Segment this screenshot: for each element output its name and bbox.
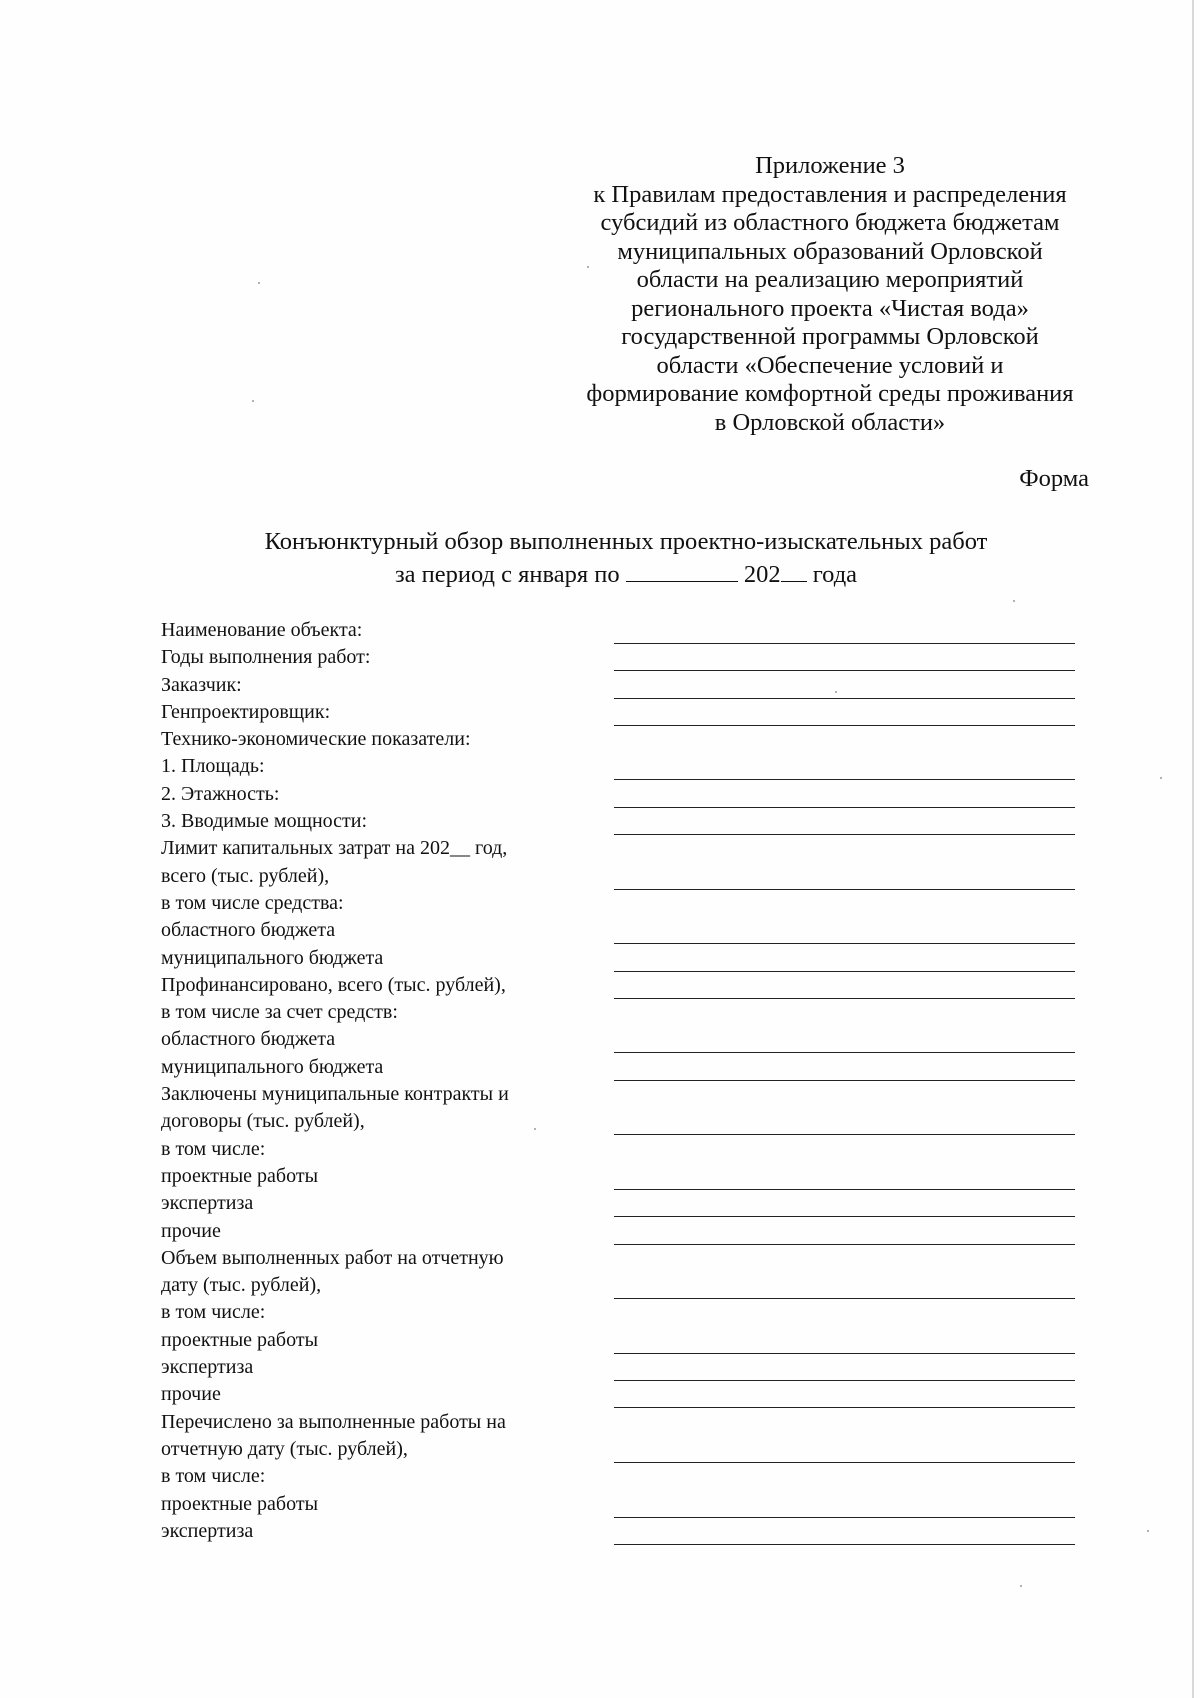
scan-speck	[258, 282, 260, 284]
form-row-label: отчетную дату (тыс. рублей),	[161, 1437, 408, 1460]
scan-speck	[835, 691, 837, 693]
form-row-label: договоры (тыс. рублей),	[161, 1110, 365, 1133]
form-row	[161, 1108, 1081, 1135]
appendix-line: формирование комфортной среды проживания	[586, 380, 1074, 407]
title-year-prefix: 202	[743, 561, 781, 588]
form-row-label: прочие	[161, 1383, 221, 1406]
form-row	[161, 863, 1081, 890]
form-row-label: прочие	[161, 1219, 221, 1242]
appendix-line: Приложение 3	[755, 152, 905, 179]
scan-speck	[587, 266, 589, 268]
form-row	[161, 726, 1081, 753]
form-row-label: 2. Этажность:	[161, 782, 280, 805]
form-row	[161, 1081, 1081, 1108]
form-row-label: Генпроектировщик:	[161, 700, 331, 723]
scan-speck	[534, 1128, 536, 1130]
form-row	[161, 1381, 1081, 1408]
form-row-label: Технико-экономические показатели:	[161, 728, 471, 751]
form-row-label: Годы выполнения работ:	[161, 646, 371, 669]
year-blank-field[interactable]	[781, 559, 807, 582]
appendix-line: муниципальных образований Орловской	[617, 237, 1043, 265]
form-row-label: Наименование объекта:	[161, 619, 363, 641]
appendix-line: государственной программы Орловской	[621, 323, 1039, 350]
form-row-label: всего (тыс. рублей),	[161, 864, 330, 887]
appendix-line: регионального проекта «Чистая вода»	[631, 294, 1029, 322]
form-row-label: муниципального бюджета	[161, 946, 384, 969]
form-row	[161, 1190, 1081, 1217]
page-edge-shadow	[1192, 0, 1194, 1698]
form-row	[161, 617, 1081, 644]
appendix-line: к Правилам предоставления и распределения	[593, 180, 1067, 208]
month-blank-field[interactable]	[626, 559, 738, 582]
form-row	[161, 1354, 1081, 1381]
form-row	[161, 644, 1081, 671]
form-row-label: в том числе:	[161, 1301, 266, 1324]
form-row-label: Заключены муниципальные контракты и	[161, 1083, 509, 1106]
form-row	[161, 972, 1081, 999]
form-row-label: Профинансировано, всего (тыс. рублей),	[161, 973, 506, 996]
form-row-label: в том числе за счет средств:	[161, 1001, 398, 1024]
form-row	[161, 835, 1081, 862]
appendix-line: в Орловской области»	[714, 408, 946, 436]
form-row-label: в том числе средства:	[161, 891, 344, 914]
form-row-label: 3. Вводимые мощности:	[161, 810, 368, 833]
form-row	[161, 753, 1081, 780]
form-row-label: проектные работы	[161, 1328, 319, 1351]
form-row-label: областного бюджета	[161, 1028, 336, 1051]
form-row	[161, 1163, 1081, 1190]
form-row	[161, 1409, 1081, 1436]
form-row	[161, 917, 1081, 944]
form-row-label: муниципального бюджета	[161, 1055, 384, 1078]
scan-speck	[1160, 777, 1162, 779]
scan-speck	[1013, 600, 1015, 602]
scan-speck	[1147, 1530, 1149, 1532]
form-row	[161, 1272, 1081, 1299]
form-row	[161, 808, 1081, 835]
form-row	[161, 1491, 1081, 1518]
form-row	[161, 890, 1081, 917]
form-label: Форма	[1019, 465, 1089, 492]
form-row-label: в том числе:	[161, 1137, 266, 1160]
scan-speck	[252, 400, 254, 402]
form-row-label: Объем выполненных работ на отчетную	[161, 1246, 504, 1269]
form-row-label: экспертиза	[161, 1192, 254, 1215]
form-row-label: Лимит капитальных затрат на 202__ год,	[161, 837, 508, 860]
form-row-label: проектные работы	[161, 1164, 319, 1187]
title-line-1: Конъюнктурный обзор выполненных проектно-изыскательных работ	[264, 528, 988, 555]
form-row-label: проектные работы	[161, 1492, 319, 1515]
form-row	[161, 945, 1081, 972]
form-row	[161, 1518, 1081, 1545]
form-row	[161, 1299, 1081, 1326]
form-row-label: Перечислено за выполненные работы на	[161, 1410, 506, 1433]
form-row-label: областного бюджета	[161, 919, 336, 942]
form-row	[161, 1026, 1081, 1053]
title-period-suffix: года	[812, 561, 858, 588]
form-row-label: экспертиза	[161, 1356, 254, 1379]
form-row-label: 1. Площадь:	[161, 755, 265, 778]
title-period-prefix: за период с января по	[394, 561, 620, 588]
form-row	[161, 1245, 1081, 1272]
form-row	[161, 999, 1081, 1026]
form-row-blank-line[interactable]	[614, 1544, 1075, 1545]
appendix-line: области на реализацию мероприятий	[636, 266, 1024, 293]
form-row	[161, 1218, 1081, 1245]
scan-speck	[1020, 1585, 1022, 1587]
form-row-label: в том числе:	[161, 1465, 266, 1488]
appendix-line: области «Обеспечение условий и	[656, 351, 1004, 379]
title-line-2	[0, 558, 1200, 591]
form-row	[161, 1436, 1081, 1463]
form-row	[161, 1136, 1081, 1163]
appendix-line: субсидий из областного бюджета бюджетам	[600, 209, 1060, 236]
form-row	[161, 781, 1081, 808]
appendix-header	[540, 152, 1120, 437]
form-row	[161, 1054, 1081, 1081]
form-row-label: Заказчик:	[161, 673, 242, 696]
form-row	[161, 1327, 1081, 1354]
form-rows	[161, 617, 1081, 1545]
form-row	[161, 699, 1081, 726]
form-row-label: экспертиза	[161, 1519, 254, 1542]
form-row	[161, 1463, 1081, 1490]
form-row-label: дату (тыс. рублей),	[161, 1274, 322, 1297]
form-row	[161, 672, 1081, 699]
document-title	[0, 525, 1200, 591]
